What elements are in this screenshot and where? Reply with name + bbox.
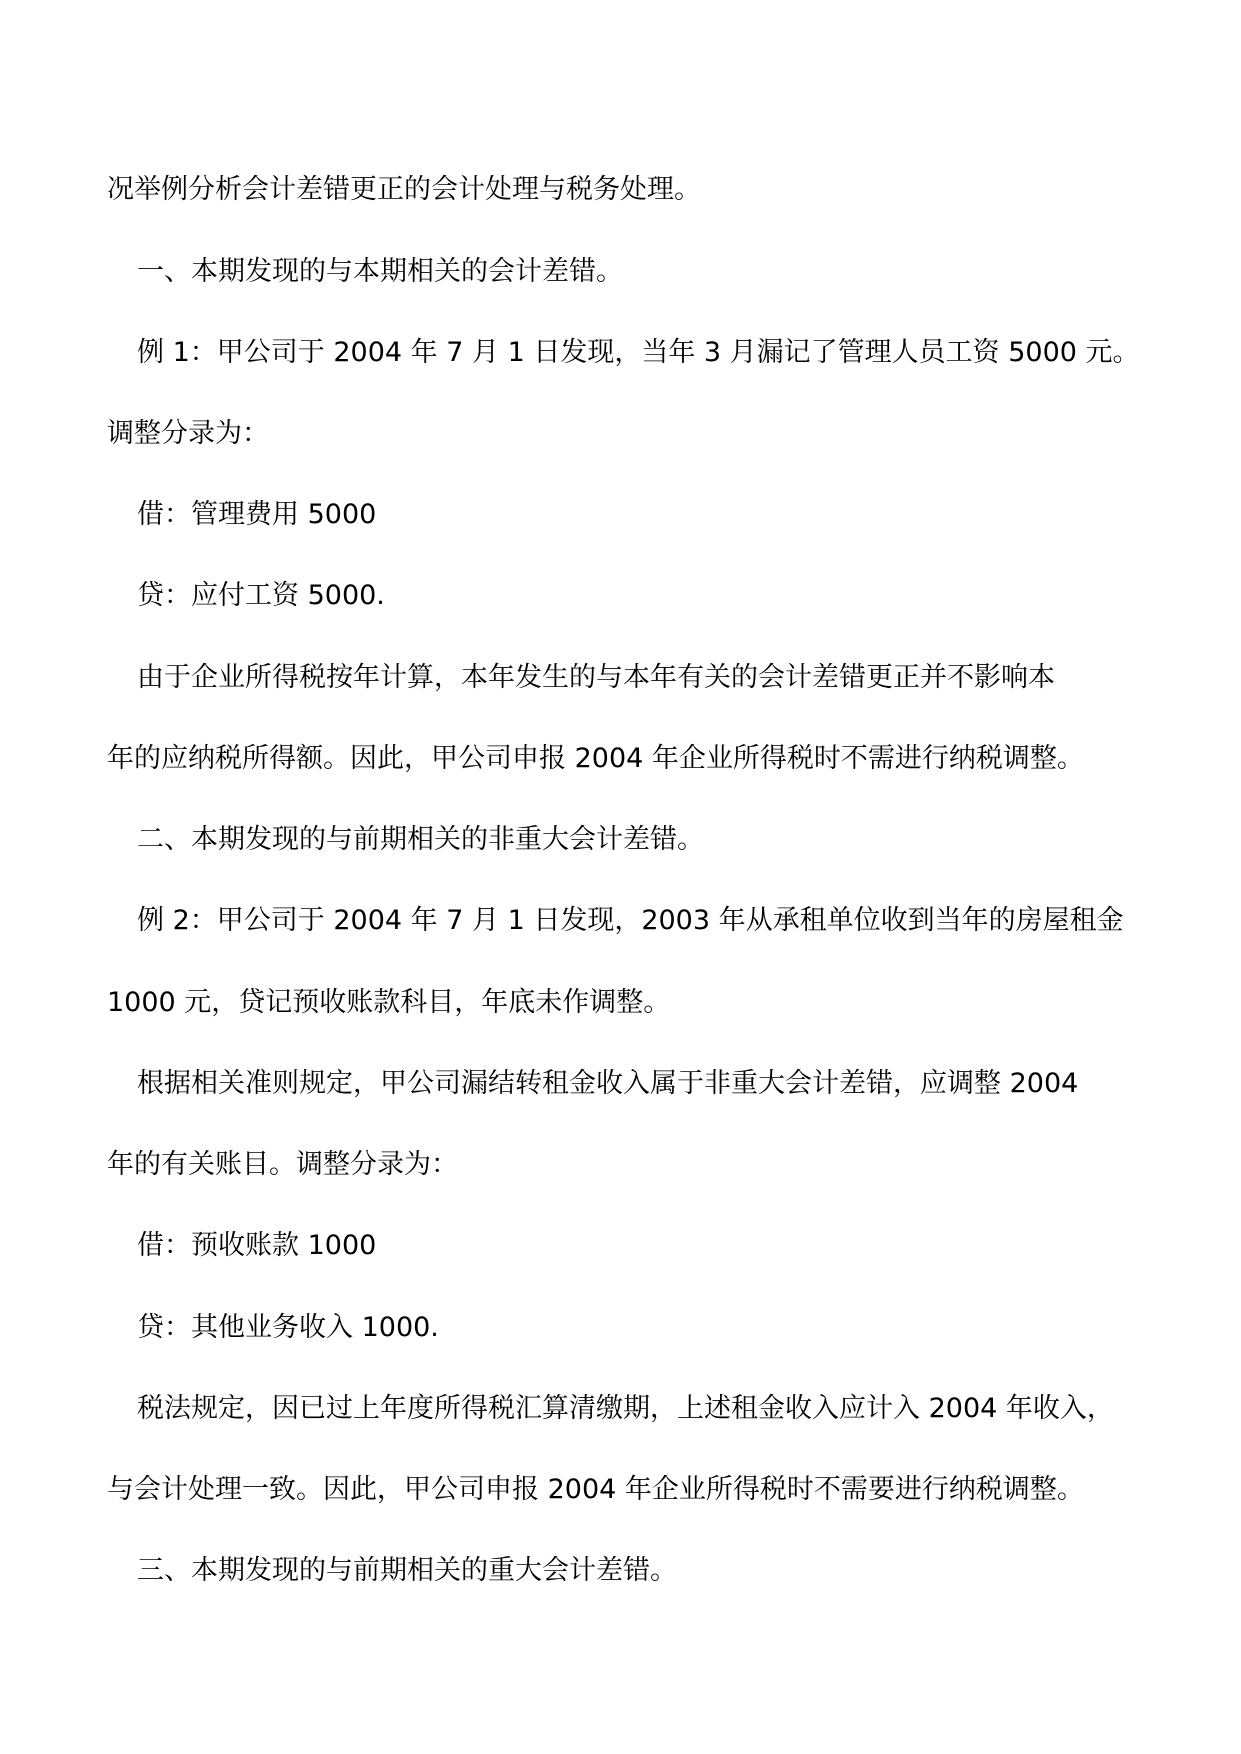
journal-debit-line: 借：预收账款 1000 (137, 1230, 377, 1261)
paragraph-line: 税法规定，因已过上年度所得税汇算清缴期，上述租金收入应计入 2004 年收入， (137, 1393, 1114, 1424)
paragraph-line: 调整分录为： (107, 418, 269, 449)
paragraph-line: 年的应纳税所得额。因此，甲公司申报 2004 年企业所得税时不需进行纳税调整。 (107, 743, 1084, 774)
paragraph-line: 与会计处理一致。因此，甲公司申报 2004 年企业所得税时不需要进行纳税调整。 (107, 1474, 1084, 1505)
example-2-line: 例 2：甲公司于 2004 年 7 月 1 日发现，2003 年从承租单位收到当年的房屋租金 (137, 905, 1124, 936)
journal-credit-line: 贷：其他业务收入 1000. (137, 1312, 439, 1343)
section-heading-2: 二、本期发现的与前期相关的非重大会计差错。 (137, 824, 704, 855)
journal-debit-line: 借：管理费用 5000 (137, 499, 377, 530)
section-heading-3: 三、本期发现的与前期相关的重大会计差错。 (137, 1555, 677, 1586)
paragraph-line: 由于企业所得税按年计算，本年发生的与本年有关的会计差错更正并不影响本 (137, 662, 1055, 693)
journal-credit-line: 贷：应付工资 5000. (137, 580, 385, 611)
example-1-line: 例 1：甲公司于 2004 年 7 月 1 日发现，当年 3 月漏记了管理人员工资 5000 元。 (137, 337, 1140, 368)
paragraph-line: 况举例分析会计差错更正的会计处理与税务处理。 (107, 174, 701, 205)
paragraph-line: 年的有关账目。调整分录为： (107, 1149, 458, 1180)
paragraph-line: 1000 元，贷记预收账款科目，年底未作调整。 (107, 987, 671, 1018)
paragraph-line: 根据相关准则规定，甲公司漏结转租金收入属于非重大会计差错，应调整 2004 (137, 1068, 1079, 1099)
section-heading-1: 一、本期发现的与本期相关的会计差错。 (137, 256, 623, 287)
